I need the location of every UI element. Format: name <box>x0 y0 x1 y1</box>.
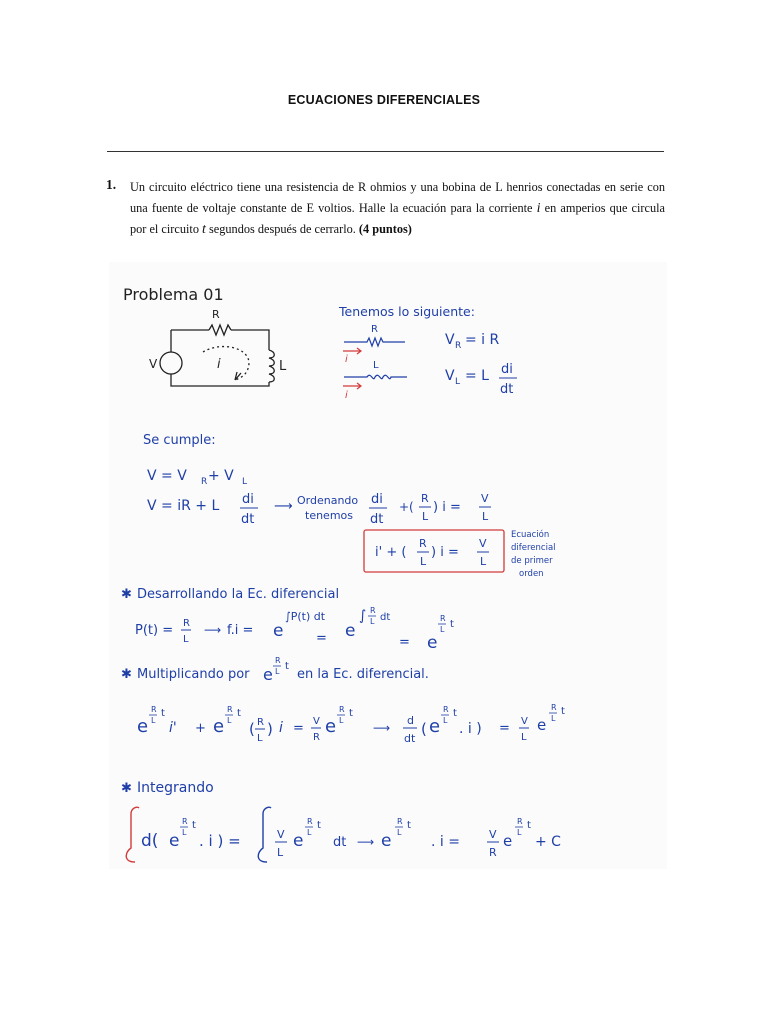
handwritten-solution <box>109 262 667 869</box>
paper-background <box>109 262 667 869</box>
circuit-i-label: i <box>217 357 221 372</box>
tenemos-text: Tenemos lo siguiente: <box>339 304 475 319</box>
m-dot-i: . i ) <box>459 721 482 737</box>
question-text <box>130 177 665 241</box>
sketch-i-label-2: i <box>345 390 348 401</box>
int-l-4: L <box>517 828 522 837</box>
variable-t: t <box>202 222 206 237</box>
int-v: V <box>277 828 285 841</box>
m-r-den: R <box>313 732 320 743</box>
step2-text: Multiplicando por <box>137 667 250 682</box>
int-r-den: R <box>489 846 497 859</box>
m-r-3: R <box>339 705 345 714</box>
vl-dt: dt <box>500 382 514 397</box>
m-frac-r: R <box>257 717 264 728</box>
int-dot-i: . i ) = <box>199 832 241 850</box>
page-title: ECUACIONES DIFERENCIALES <box>287 93 481 107</box>
int-dt: dt <box>333 835 347 850</box>
m-eq: = <box>293 721 304 736</box>
m-l-5: L <box>551 714 556 723</box>
m-arrow: ⟶ <box>373 721 391 735</box>
boxed-v: V <box>479 537 487 550</box>
ode-v: V <box>481 492 489 505</box>
boxed-note-line-1: Ecuación <box>511 530 550 540</box>
int-dot-i-hat: . i = <box>431 834 460 850</box>
m-t-4: t <box>453 708 457 719</box>
m-t-5: t <box>561 706 565 717</box>
step2-r: R <box>275 656 281 665</box>
m-v: V <box>313 716 320 727</box>
circuit-v-label: V <box>149 357 158 371</box>
vr-rhs: = i R <box>465 332 500 348</box>
p-r: R <box>183 618 190 629</box>
integral-p: ∫P(t) dt <box>285 610 326 623</box>
step3-text: Integrando <box>137 780 214 796</box>
int-r-4: R <box>517 817 523 826</box>
int-r-1: R <box>182 817 188 826</box>
step2-tail: en la Ec. diferencial. <box>297 667 429 682</box>
eq-1: = <box>316 631 327 646</box>
m-frac-l: L <box>257 733 263 744</box>
p-l: L <box>183 634 189 645</box>
integral-sign: ∫ <box>359 608 367 624</box>
m-v2: V <box>521 716 528 727</box>
exp-l: L <box>370 617 375 626</box>
m-t-1: t <box>161 708 165 719</box>
int-v2: V <box>489 828 497 841</box>
m-paren2-open: ( <box>421 720 427 738</box>
step2-l: L <box>275 667 280 676</box>
m-paren-close: ) <box>267 720 273 738</box>
step1-bullet: ✱ <box>121 587 132 602</box>
problem-heading: Problema 01 <box>123 285 224 304</box>
kvl-1-r: R <box>201 477 208 487</box>
int-l-1: L <box>182 828 187 837</box>
question-text-part-3: segundos después de cerrarlo. <box>205 222 359 236</box>
ode-close: ) i = <box>433 500 461 515</box>
kvl-1-l: L <box>242 477 248 487</box>
question-text-part-2: en amperios que circula por el circuito <box>130 200 666 236</box>
boxed-note-line-2: diferencial <box>511 543 556 553</box>
step3-bullet: ✱ <box>121 781 132 796</box>
int-e-1: e <box>169 831 180 851</box>
boxed-close: ) i = <box>431 545 459 560</box>
ordenando-text: Ordenando <box>297 494 359 507</box>
vl-di: di <box>501 362 513 377</box>
vl-v: V <box>445 368 455 384</box>
kvl-1-mid: + V <box>208 468 234 484</box>
m-l-1: L <box>151 716 156 725</box>
step2-e: e <box>263 665 273 684</box>
boxed-note-line-3: de primer <box>511 556 553 566</box>
m-l-3: L <box>339 716 344 725</box>
m-l-2: L <box>227 716 232 725</box>
exp2-r: R <box>440 614 446 623</box>
int-l-den: L <box>277 846 284 859</box>
exp-dt: dt <box>380 612 391 623</box>
boxed-note-line-4: orden <box>519 569 544 579</box>
int-plus-c: + C <box>535 834 561 850</box>
m-t-2: t <box>237 708 241 719</box>
e-2: e <box>345 621 356 641</box>
kvl-dt: dt <box>241 512 255 527</box>
int-r-3: R <box>397 817 403 826</box>
step1-text: Desarrollando la Ec. diferencial <box>137 587 340 602</box>
m-eq-2: = <box>499 721 510 736</box>
fi-lhs: f.i = <box>227 623 254 638</box>
se-cumple-text: Se cumple: <box>143 433 216 448</box>
int-l-3: L <box>397 828 402 837</box>
boxed-l: L <box>420 555 427 568</box>
m-plus: + <box>195 721 206 736</box>
eq-2: = <box>399 635 410 650</box>
vr-sub: R <box>455 341 462 351</box>
int-t-1: t <box>192 820 196 831</box>
kvl-1: V = V <box>147 468 187 484</box>
boxed-lhs: i' + ( <box>375 545 407 560</box>
exp2-t: t <box>450 619 454 630</box>
ode-plus: +( <box>399 500 414 514</box>
ode-l2: L <box>482 510 489 523</box>
int-l-2: L <box>307 828 312 837</box>
int-r-2: R <box>307 817 313 826</box>
m-t-3: t <box>349 708 353 719</box>
int-e-4: e <box>503 832 513 850</box>
step2-bullet: ✱ <box>121 667 132 682</box>
ode-dt: dt <box>370 512 384 527</box>
vl-sub: L <box>455 377 461 387</box>
fi-arrow: ⟶ <box>204 623 222 637</box>
variable-i: i <box>536 200 541 216</box>
boxed-r: R <box>419 537 427 550</box>
kvl-arrow: ⟶ <box>274 499 293 514</box>
vr-v: V <box>445 332 455 348</box>
m-paren-open: ( <box>249 720 255 738</box>
question-number: 1. <box>106 177 117 192</box>
m-e-5: e <box>537 716 547 734</box>
int-e-3: e <box>381 831 392 851</box>
divider <box>107 151 664 152</box>
tenemos-small-text: tenemos <box>305 509 353 522</box>
m-r-4: R <box>443 705 449 714</box>
m-i: i <box>279 720 283 736</box>
int-arrow: ⟶ <box>357 835 375 849</box>
m-i-prime: i' <box>169 720 177 736</box>
step2-t: t <box>285 661 289 672</box>
m-r-1: R <box>151 705 157 714</box>
sketch-i-label-1: i <box>345 354 348 365</box>
int-d: d( <box>141 831 159 851</box>
m-l-4: L <box>443 716 448 725</box>
m-r-2: R <box>227 705 233 714</box>
sketch-l-label: L <box>373 360 379 371</box>
exp2-l: L <box>440 625 445 634</box>
m-dt: dt <box>404 732 416 745</box>
m-e-3: e <box>325 716 337 737</box>
int-t-4: t <box>527 820 531 831</box>
kvl-di: di <box>242 492 254 507</box>
int-e-2: e <box>293 831 304 851</box>
sketch-r-label: R <box>371 324 378 335</box>
int-t-3: t <box>407 820 411 831</box>
m-e-1: e <box>137 716 149 737</box>
e-3: e <box>427 633 438 653</box>
circuit-r-label: R <box>212 308 220 321</box>
m-d: d <box>407 714 414 727</box>
int-t-2: t <box>317 820 321 831</box>
p-lhs: P(t) = <box>135 623 174 638</box>
circuit-l-label: L <box>279 359 287 374</box>
exp-r: R <box>370 606 376 615</box>
ode-l: L <box>422 510 429 523</box>
question-points: (4 puntos) <box>358 222 412 236</box>
handwritten-solution-image <box>109 262 667 869</box>
kvl-2: V = iR + L <box>147 498 220 514</box>
ode-r: R <box>421 492 429 505</box>
question-text-part-1: Un circuito eléctrico tiene una resistencia de R ohmios y una bobina de L henrios conectadas en serie con una fuente de voltaje constante de E voltios. Halle la ecuación para la corriente <box>130 180 665 215</box>
ode-di: di <box>371 492 383 507</box>
m-l-den: L <box>521 732 527 743</box>
m-e-4: e <box>429 716 441 737</box>
m-r-5: R <box>551 703 557 712</box>
m-e-2: e <box>213 716 225 737</box>
e-1: e <box>273 621 284 641</box>
boxed-l2: L <box>480 555 487 568</box>
vl-rhs: = L <box>465 368 489 384</box>
